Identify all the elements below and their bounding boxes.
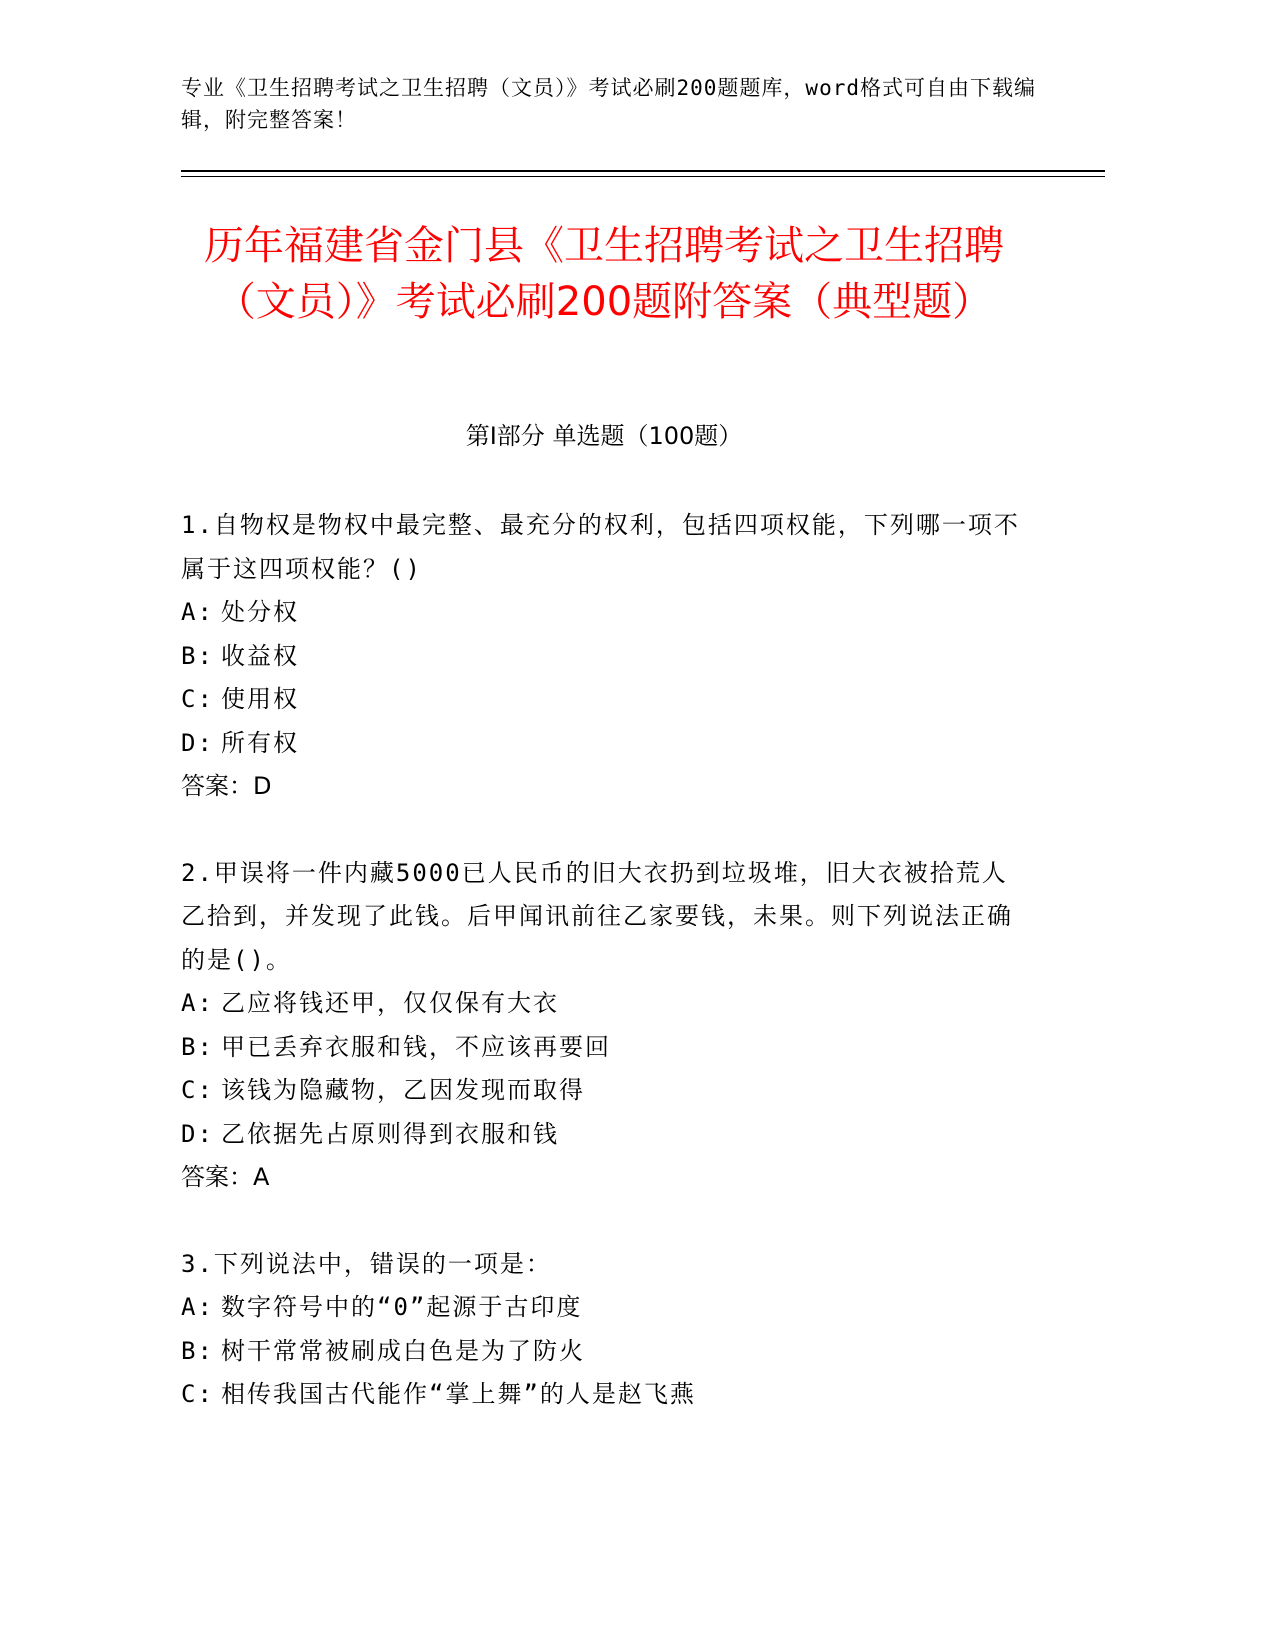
option-letter: A: xyxy=(181,598,214,626)
option-a xyxy=(181,1286,1031,1330)
header-note: 专业《卫生招聘考试之卫生招聘（文员）》考试必刷200题题库，word格式可自由下载编辑，附完整答案！ xyxy=(181,76,1036,132)
option-letter: B: xyxy=(181,1336,214,1365)
option-text: 所有权 xyxy=(221,728,299,757)
answer-line: 答案：A xyxy=(181,1163,270,1191)
option-c xyxy=(181,1069,1031,1113)
option-letter: A: xyxy=(181,1293,214,1321)
answer-line: 答案：D xyxy=(181,772,272,800)
option-b xyxy=(181,1330,1031,1374)
option-b xyxy=(181,635,1031,679)
option-letter: D: xyxy=(181,728,214,757)
question-stem: 3.下列说法中，错误的一项是： xyxy=(181,1249,552,1278)
option-text: 相传我国古代能作“掌上舞”的人是赵飞燕 xyxy=(221,1380,696,1408)
option-text: 该钱为隐藏物，乙因发现而取得 xyxy=(221,1076,585,1104)
option-letter: C: xyxy=(181,685,214,713)
option-text: 数字符号中的“0”起源于古印度 xyxy=(221,1293,583,1321)
option-text: 乙应将钱还甲，仅仅保有大衣 xyxy=(221,989,559,1017)
question-stem: 2.甲误将一件内藏5000已人民币的旧大衣扔到垃圾堆，旧大衣被拾荒人乙拾到，并发现了此钱。后甲闻讯前往乙家要钱，未果。则下列说法正确的是()。 xyxy=(181,858,1013,974)
option-b xyxy=(181,1026,1031,1070)
option-c xyxy=(181,678,1031,722)
section-heading: 第Ⅰ部分 单选题（100题） xyxy=(465,422,743,450)
header-rule-thin xyxy=(181,176,1105,177)
option-c xyxy=(181,1373,1031,1417)
option-letter: C: xyxy=(181,1380,214,1408)
option-text: 乙依据先占原则得到衣服和钱 xyxy=(221,1119,559,1148)
question-3 xyxy=(181,1243,1031,1417)
question-stem: 1.自物权是物权中最完整、最充分的权利，包括四项权能，下列哪一项不属于这四项权能？() xyxy=(181,511,1020,583)
option-letter: D: xyxy=(181,1119,214,1148)
option-text: 收益权 xyxy=(221,641,299,670)
option-letter: A: xyxy=(181,989,214,1017)
header-rule-thick xyxy=(181,170,1105,172)
document-title: 历年福建省金门县《卫生招聘考试之卫生招聘（文员）》考试必刷200题附答案（典型题） xyxy=(204,223,1004,325)
option-d xyxy=(181,722,1031,766)
option-letter: B: xyxy=(181,1032,214,1061)
option-text: 处分权 xyxy=(221,598,299,626)
option-letter: B: xyxy=(181,641,214,670)
question-1 xyxy=(181,504,1031,809)
question-list xyxy=(181,504,1031,1460)
option-letter: C: xyxy=(181,1076,214,1104)
option-a xyxy=(181,591,1031,635)
option-text: 甲已丢弃衣服和钱，不应该再要回 xyxy=(221,1032,611,1061)
option-d xyxy=(181,1113,1031,1157)
question-2 xyxy=(181,852,1031,1200)
option-text: 使用权 xyxy=(221,685,299,713)
option-a xyxy=(181,982,1031,1026)
option-text: 树干常常被刷成白色是为了防火 xyxy=(221,1336,585,1365)
